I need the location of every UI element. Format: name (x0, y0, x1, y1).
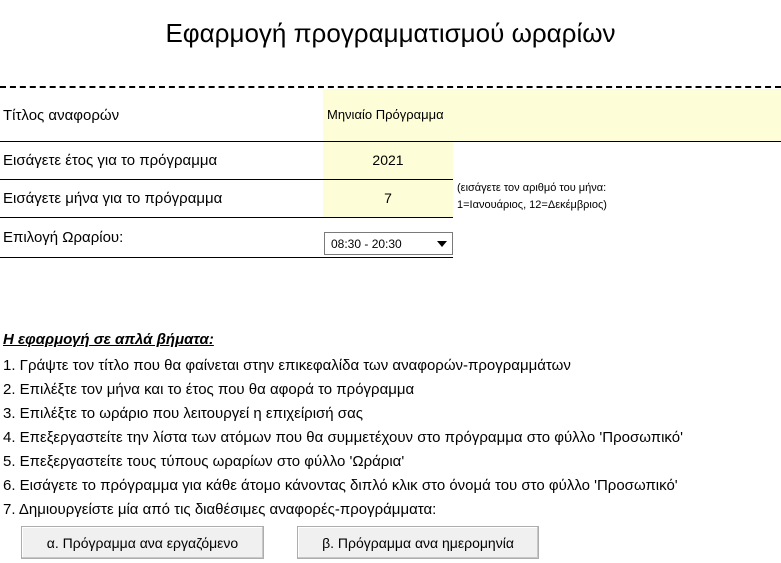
schedule-label: Επιλογή Ωραρίου: (3, 229, 124, 246)
instructions-heading: Η εφαρμογή σε απλά βήματα: (3, 331, 214, 348)
month-value[interactable]: 7 (384, 190, 392, 206)
month-label: Εισάγετε μήνα για το πρόγραμμα (3, 190, 223, 207)
row-divider (0, 141, 781, 142)
year-label: Εισάγετε έτος για το πρόγραμμα (3, 152, 218, 169)
page-title: Εφαρμογή προγραμματισμού ωραρίων (165, 18, 616, 48)
instruction-step: 4. Επεξεργαστείτε την λίστα των ατόμων που θα συμμετέχουν στο πρόγραμμα στο φύλλο 'Προσωπικό' (3, 429, 683, 446)
report-title-value[interactable]: Μηνιαίο Πρόγραμμα (327, 107, 444, 122)
month-hint-line1: (εισάγετε τον αριθμό του μήνα: (457, 182, 607, 194)
row-divider (0, 217, 453, 218)
instruction-step: 7. Δημιουργείστε μία από τις διαθέσιμες αναφορές-προγράμματα: (3, 501, 437, 518)
schedule-by-date-button[interactable]: β. Πρόγραμμα ανα ημερομηνία (297, 526, 539, 559)
instruction-step: 3. Επιλέξτε το ωράριο που λειτουργεί η επιχείρισή σας (3, 405, 363, 422)
title-divider (0, 86, 781, 88)
row-divider (0, 257, 453, 258)
instruction-step: 2. Επιλέξτε τον μήνα και το έτος που θα αφορά το πρόγραμμα (3, 381, 415, 398)
schedule-by-employee-button[interactable]: α. Πρόγραμμα ανα εργαζόμενο (21, 526, 264, 559)
instruction-step: 1. Γράψτε τον τίτλο που θα φαίνεται στην επικεφαλίδα των αναφορών-προγραμμάτων (3, 357, 571, 374)
schedule-selected-value: 08:30 - 20:30 (331, 237, 402, 251)
chevron-down-icon[interactable] (432, 233, 452, 254)
instruction-step: 5. Επεξεργαστείτε τους τύπους ωραρίων στο φύλλο 'Ωράρια' (3, 453, 405, 470)
month-hint-line2: 1=Ιανουάριος, 12=Δεκέμβριος) (457, 199, 607, 211)
instruction-step: 6. Εισάγετε το πρόγραμμα για κάθε άτομο κάνοντας διπλό κλικ στο όνομά του στο φύλλο 'Προσωπικό' (3, 477, 678, 494)
row-divider (0, 179, 453, 180)
report-title-label: Τίτλος αναφορών (3, 107, 120, 124)
month-hint (457, 180, 607, 214)
year-value[interactable]: 2021 (372, 152, 404, 168)
schedule-dropdown[interactable] (324, 232, 453, 255)
